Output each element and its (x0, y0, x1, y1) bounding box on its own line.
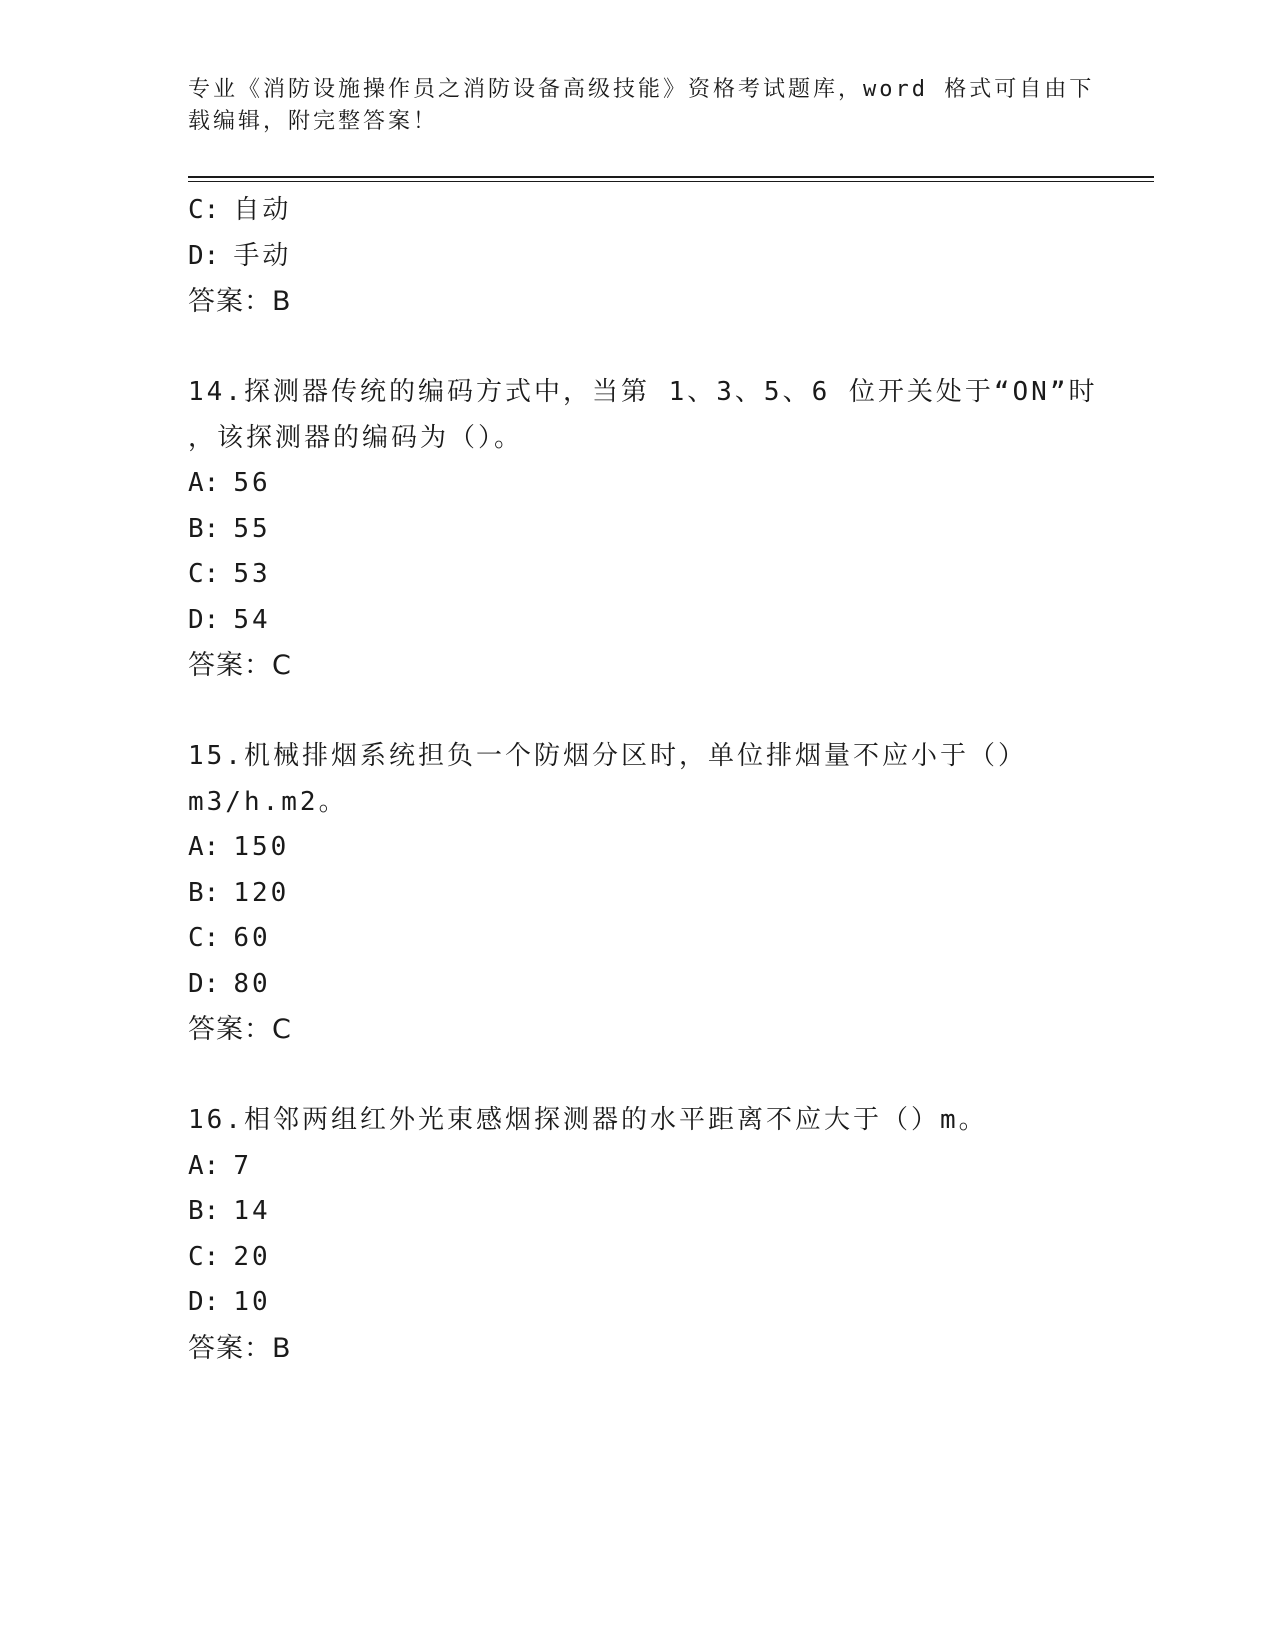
option-separator: : (203, 513, 220, 544)
option-text: 14 (233, 1196, 271, 1226)
option-separator: : (203, 195, 220, 225)
option-separator: : (203, 468, 220, 498)
answer-line: 答案：C (188, 1014, 292, 1045)
option-text: 60 (233, 923, 271, 953)
question-list (188, 188, 1098, 1371)
question-text-line: ，该探测器的编码为（）。 (188, 422, 524, 453)
option-separator: : (203, 968, 220, 999)
option-key: D (188, 240, 204, 271)
option-key: A (188, 1150, 204, 1181)
option-text: 55 (233, 513, 271, 544)
option-a (188, 1144, 1088, 1190)
spacer (188, 689, 1088, 735)
question-text-line: 16.相邻两组红外光束感烟探测器的水平距离不应大于（）m。 (188, 1105, 988, 1135)
option-separator: : (203, 1196, 220, 1226)
option-key: B (188, 1196, 204, 1226)
option-text: 120 (233, 877, 290, 908)
header-title-line-1: 专业《消防设施操作员之消防设备高级技能》资格考试题库，word 格式可自由下 (188, 77, 1095, 102)
option-separator: : (203, 604, 220, 635)
option-separator: : (203, 1241, 220, 1272)
option-text: 手动 (233, 240, 292, 271)
option-text: 自动 (233, 195, 292, 225)
option-key: A (188, 832, 204, 862)
page-header (188, 74, 1095, 138)
option-separator: : (203, 1287, 220, 1317)
option-key: C (188, 195, 204, 225)
option-key: D (188, 1287, 204, 1317)
option-separator: : (203, 832, 220, 862)
option-d (188, 598, 1088, 644)
spacer (188, 325, 1088, 371)
option-c (188, 552, 1088, 598)
option-key: C (188, 559, 204, 589)
option-text: 53 (233, 559, 271, 589)
option-text: 10 (233, 1287, 271, 1317)
option-c (188, 916, 1088, 962)
header-title-line-2: 载编辑，附完整答案！ (188, 109, 439, 134)
option-key: B (188, 513, 204, 544)
question-text-line: m3/h.m2。 (188, 786, 348, 817)
option-c (188, 188, 1088, 234)
answer-line: 答案：C (188, 650, 292, 681)
spacer (188, 1053, 1088, 1099)
option-d (188, 962, 1088, 1008)
header-divider-thin (188, 181, 1154, 182)
option-key: D (188, 968, 204, 999)
option-a (188, 461, 1088, 507)
option-d (188, 1280, 1088, 1326)
option-d (188, 234, 1088, 280)
answer-line: 答案：B (188, 1332, 292, 1364)
question-text-line: 15.机械排烟系统担负一个防烟分区时，单位排烟量不应小于（） (188, 741, 1027, 771)
option-key: B (188, 877, 204, 908)
header-divider-thick (188, 176, 1154, 178)
option-key: C (188, 1241, 204, 1272)
option-b (188, 507, 1088, 553)
option-text: 20 (233, 1241, 271, 1272)
option-separator: : (203, 559, 220, 589)
option-text: 7 (233, 1150, 252, 1181)
option-key: C (188, 923, 204, 953)
option-text: 150 (233, 832, 290, 862)
option-separator: : (203, 877, 220, 908)
option-b (188, 871, 1088, 917)
option-text: 80 (233, 968, 271, 999)
option-b (188, 1189, 1088, 1235)
option-a (188, 825, 1088, 871)
option-separator: : (203, 923, 220, 953)
option-key: A (188, 468, 204, 498)
option-separator: : (203, 1150, 220, 1181)
option-text: 56 (233, 468, 271, 498)
option-separator: : (203, 240, 220, 271)
option-c (188, 1235, 1088, 1281)
question-text-line: 14.探测器传统的编码方式中，当第 1、3、5、6 位开关处于“ON”时 (188, 377, 1098, 407)
answer-line: 答案：B (188, 286, 292, 317)
option-text: 54 (233, 604, 271, 635)
option-key: D (188, 604, 204, 635)
